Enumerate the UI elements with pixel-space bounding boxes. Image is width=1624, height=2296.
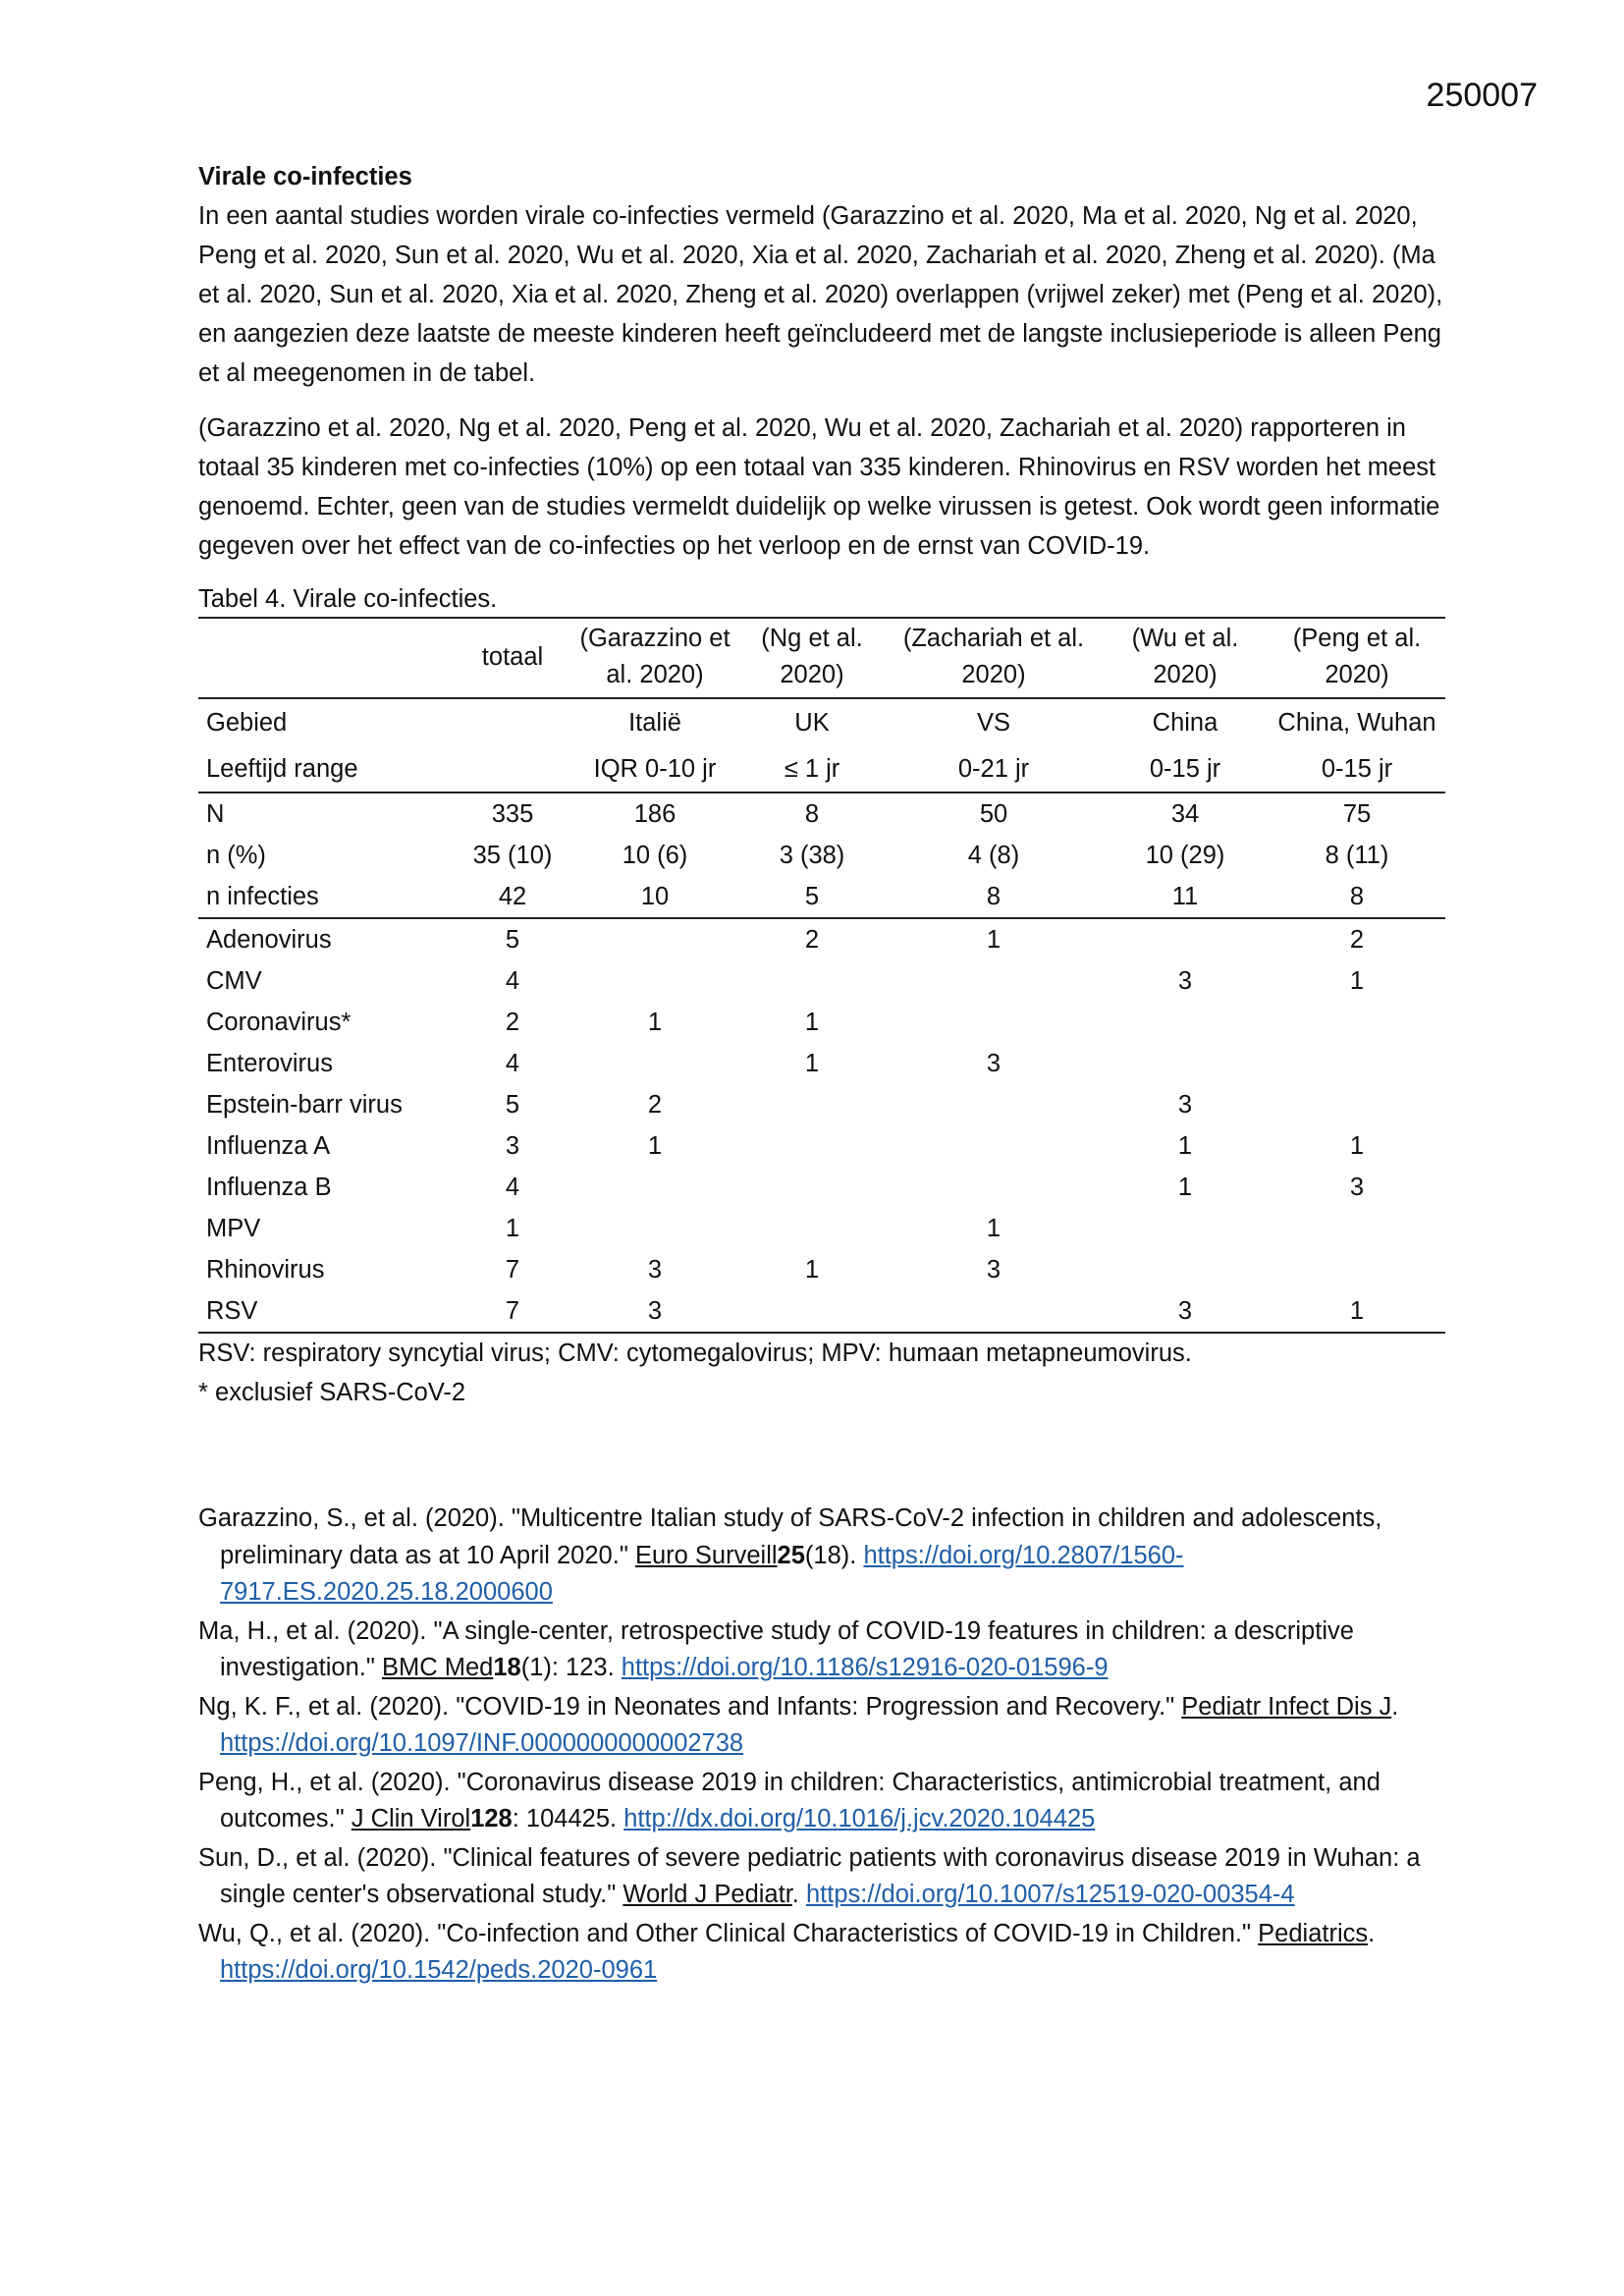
reference-list	[198, 1501, 1445, 1990]
table-cell	[1269, 1208, 1445, 1249]
table-cell	[1102, 1043, 1269, 1084]
table-cell: 1	[986, 1214, 1001, 1242]
table-cell	[886, 1290, 1102, 1333]
reference-issue: : 104425.	[512, 1805, 618, 1832]
table-cell	[1102, 1002, 1269, 1043]
table-cell	[1269, 1002, 1445, 1043]
reference-issue: .	[1391, 1692, 1399, 1721]
table-cell	[1102, 1208, 1269, 1249]
reference-doi-link[interactable]: https://doi.org/10.2807/1560-7917.ES.2020.25.18.2000600	[220, 1541, 1184, 1606]
table-cell: 2	[505, 1008, 520, 1036]
table-header-row	[198, 618, 1445, 698]
table-cell	[1269, 1043, 1445, 1084]
page-number: 250007	[1426, 77, 1538, 114]
table-cell: 8	[1269, 876, 1445, 918]
table-cell: 4	[505, 966, 520, 995]
reference-volume: 25	[777, 1541, 805, 1569]
table-cell	[1269, 1249, 1445, 1290]
reference-issue: (1): 123.	[520, 1654, 615, 1681]
table-row	[198, 1290, 1445, 1333]
table-cell: 1	[804, 1008, 820, 1036]
table-row-gebied	[198, 698, 1445, 745]
table-cell	[1102, 918, 1269, 960]
reference-issue: .	[1368, 1919, 1376, 1947]
table-cell: China, Wuhan	[1277, 709, 1436, 737]
table-cell: VS	[976, 709, 1011, 737]
table-cell: 1	[804, 1255, 820, 1284]
table-cell: 7	[454, 1290, 571, 1333]
table-row	[198, 1084, 1445, 1125]
table-cell: 3	[1349, 1173, 1365, 1201]
table-cell	[1269, 1084, 1445, 1125]
table-cell: 1	[804, 1049, 820, 1077]
table-cell: 3 (38)	[779, 841, 845, 869]
table-cell: 5	[505, 925, 520, 954]
table-cell	[886, 1167, 1102, 1208]
table-cell: 3	[1177, 966, 1193, 995]
table-cell: Leeftijd range	[198, 745, 454, 793]
table-caption: Tabel 4. Virale co-infecties.	[198, 585, 498, 613]
table-cell: RSV	[198, 1290, 454, 1333]
table-cell: IQR 0-10 jr	[571, 745, 738, 793]
reference-doi-link[interactable]: https://doi.org/10.1097/INF.0000000000002738	[220, 1729, 744, 1757]
reference-issue: (18).	[804, 1541, 857, 1569]
reference-journal: BMC Med	[381, 1654, 494, 1681]
table-cell: 3	[647, 1255, 663, 1284]
table-cell: 34	[1170, 799, 1200, 828]
table-cell	[571, 918, 738, 960]
table-row	[198, 918, 1445, 960]
reference-item	[198, 1765, 1445, 1838]
table-cell: Italië	[628, 709, 681, 737]
table-cell: 11	[1102, 876, 1269, 918]
table-cell: (Zachariah et al. 2020)	[886, 618, 1102, 698]
table-cell: 4	[505, 1173, 520, 1201]
table-cell: n infecties	[198, 876, 454, 918]
table-cell: Rhinovirus	[206, 1255, 325, 1284]
table-cell: 0-15 jr	[1102, 745, 1269, 793]
table-cell: (Wu et al. 2020)	[1102, 618, 1269, 698]
table-cell: 8	[886, 876, 1102, 918]
table-cell: 3	[1177, 1090, 1193, 1119]
reference-volume: 128	[470, 1805, 513, 1832]
table-row	[198, 1043, 1445, 1084]
table-cell: (Ng et al. 2020)	[738, 618, 886, 698]
table-cell: 1	[1349, 1131, 1365, 1160]
table-cell: 8	[804, 799, 820, 828]
table-row	[198, 793, 1445, 835]
table-cell: 2	[1349, 925, 1365, 954]
reference-item	[198, 1501, 1445, 1612]
table-row	[198, 1167, 1445, 1208]
reference-issue: .	[791, 1881, 799, 1908]
table-cell	[738, 1125, 886, 1167]
table-row	[198, 1002, 1445, 1043]
table-cell	[571, 960, 738, 1002]
table-cell: 0-15 jr	[1269, 745, 1445, 793]
reference-journal: Pediatr Infect Dis J	[1181, 1692, 1392, 1721]
table-cell	[571, 1167, 738, 1208]
reference-item	[198, 1840, 1445, 1914]
table-cell	[738, 960, 886, 1002]
table-cell: 3	[1102, 1290, 1269, 1333]
table-cell	[738, 1208, 886, 1249]
table-cell: Gebied	[206, 709, 288, 737]
table-cell: Influenza A	[206, 1131, 331, 1160]
table-cell: 1	[647, 1131, 663, 1160]
table-cell: 10	[571, 876, 738, 918]
table-cell: Epstein-barr virus	[206, 1090, 403, 1119]
reference-item	[198, 1689, 1445, 1763]
table-cell: China	[1152, 709, 1218, 737]
reference-doi-link[interactable]: https://doi.org/10.1007/s12519-020-00354-4	[805, 1881, 1295, 1908]
table-cell: (Garazzino et al. 2020)	[571, 618, 738, 698]
table-row	[198, 1125, 1445, 1167]
reference-text: Ng, K. F., et al. (2020). "COVID-19 in Neonates and Infants: Progression and Recovery."	[198, 1692, 1182, 1721]
table-cell: 8 (11)	[1325, 841, 1389, 869]
table-cell	[738, 1167, 886, 1208]
table-cell: 5	[505, 1090, 520, 1119]
paragraph-2: (Garazzino et al. 2020, Ng et al. 2020, Peng et al. 2020, Wu et al. 2020, Zachariah et al. 2020) rapporteren in totaal 35 kinderen met co-infecties (10%) op een totaal van 335 kinderen. Rhinovirus en RSV worden het meest genoemd. Echter, geen van de studies vermeldt duidelijk op welke virussen is getest. Ook wordt geen informatie gegeven over het effect van de co-infecties op het verloop en de ernst van COVID-19.	[198, 414, 1440, 560]
reference-text: Peng, H., et al. (2020). "Coronavirus disease 2019 in children: Characteristics, antimicrobial treatment, and outcomes."	[198, 1768, 1380, 1832]
table-row	[198, 876, 1445, 918]
reference-text: Wu, Q., et al. (2020). "Co-infection and Other Clinical Characteristics of COVID-19 in Children."	[198, 1919, 1259, 1947]
table-cell: 4	[505, 1049, 520, 1077]
reference-journal: J Clin Virol	[351, 1805, 471, 1832]
reference-text: Sun, D., et al. (2020). "Clinical features of severe pediatric patients with coronavirus disease 2019 in Wuhan: a single center's observational study."	[198, 1843, 1421, 1908]
table-cell: 42	[454, 876, 571, 918]
table-cell: UK	[794, 709, 830, 737]
table-row-leeftijd	[198, 745, 1445, 793]
reference-volume: 18	[493, 1654, 521, 1681]
table-footnote-exclusion: * exclusief SARS-CoV-2	[198, 1379, 466, 1406]
table-row	[198, 1249, 1445, 1290]
table-cell: 1	[1269, 1290, 1445, 1333]
table-cell: 3	[571, 1290, 738, 1333]
table-cell	[738, 1290, 886, 1333]
table-cell: totaal	[454, 618, 571, 698]
table-cell	[454, 745, 571, 793]
table-cell: n (%)	[206, 841, 266, 869]
table-cell: Influenza B	[206, 1173, 332, 1201]
table-cell	[454, 698, 571, 745]
table-cell	[571, 1208, 738, 1249]
table-cell: Coronavirus*	[206, 1008, 352, 1036]
table-cell: 5	[738, 876, 886, 918]
table-cell: 50	[979, 799, 1008, 828]
table-cell: 1	[986, 925, 1001, 954]
table-cell: 2	[804, 925, 820, 954]
reference-text: Garazzino, S., et al. (2020). "Multicentre Italian study of SARS-CoV-2 infection in children and adolescents, preliminary data as at 10 April 2020."	[198, 1504, 1382, 1569]
table-footnote-abbreviations: RSV: respiratory syncytial virus; CMV: cytomegalovirus; MPV: humaan metapneumovirus.	[198, 1339, 1192, 1367]
table-cell: 10 (29)	[1145, 841, 1225, 869]
table-cell: Enterovirus	[206, 1049, 333, 1077]
table-cell: 2	[647, 1090, 663, 1119]
reference-doi-link[interactable]: https://doi.org/10.1542/peds.2020-0961	[220, 1956, 658, 1984]
table-cell: 1	[1177, 1173, 1193, 1201]
paragraph-1: In een aantal studies worden virale co-infecties vermeld (Garazzino et al. 2020, Ma et al. 2020, Ng et al. 2020, Peng et al. 2020, Sun et al. 2020, Wu et al. 2020, Xia et al. 2020, Zachariah et al. 2020, Zheng et al. 2020). (Ma et al. 2020, Sun et al. 2020, Xia et al. 2020, Zheng et al. 2020) overlappen (vrijwel zeker) met (Peng et al. 2020), en aangezien deze laatste de meeste kinderen heeft geïncludeerd met de langste inclusieperiode is alleen Peng et al meegenomen in de tabel.	[198, 202, 1443, 387]
table-row	[198, 835, 1445, 876]
table-cell: 35 (10)	[472, 841, 553, 869]
reference-text: Ma, H., et al. (2020). "A single-center, retrospective study of COVID-19 features in children: a descriptive investigation."	[198, 1616, 1354, 1681]
table-cell	[571, 1043, 738, 1084]
table-cell: 1	[1177, 1131, 1193, 1160]
table-cell: (Peng et al. 2020)	[1269, 618, 1445, 698]
table-cell: 3	[505, 1131, 520, 1160]
table-cell: MPV	[206, 1214, 261, 1242]
reference-item	[198, 1613, 1445, 1687]
table-cell	[886, 1002, 1102, 1043]
table-row	[198, 1208, 1445, 1249]
table-cell: 75	[1342, 799, 1372, 828]
table-cell: Adenovirus	[206, 925, 332, 954]
reference-item	[198, 1916, 1445, 1990]
table-cell	[738, 1084, 886, 1125]
table-cell	[886, 1084, 1102, 1125]
table-cell: 1	[647, 1008, 663, 1036]
section-heading: Virale co-infecties	[198, 163, 412, 191]
document-body	[198, 157, 1445, 1992]
table-cell: 335	[491, 799, 534, 828]
reference-journal: Euro Surveill	[634, 1541, 778, 1569]
table-cell: 0-21 jr	[886, 745, 1102, 793]
reference-journal: Pediatrics	[1258, 1919, 1369, 1947]
table-cell: N	[206, 799, 225, 828]
table-row	[198, 960, 1445, 1002]
table-cell	[886, 960, 1102, 1002]
table-cell: 7	[505, 1255, 520, 1284]
table-cell	[886, 1125, 1102, 1167]
reference-doi-link[interactable]: http://dx.doi.org/10.1016/j.jcv.2020.104425	[623, 1805, 1096, 1832]
reference-doi-link[interactable]: https://doi.org/10.1186/s12916-020-01596-9	[621, 1654, 1109, 1681]
table-cell: CMV	[206, 966, 262, 995]
reference-journal: World J Pediatr	[623, 1881, 792, 1908]
table-cell: 3	[986, 1255, 1001, 1284]
co-infection-table	[198, 617, 1445, 1334]
table-cell: 4 (8)	[967, 841, 1020, 869]
table-cell: 10 (6)	[622, 841, 688, 869]
table-cell: 1	[1349, 966, 1365, 995]
table-cell	[1102, 1249, 1269, 1290]
table-cell: 1	[505, 1214, 520, 1242]
table-cell	[198, 618, 454, 698]
table-cell: 3	[986, 1049, 1001, 1077]
table-cell: ≤ 1 jr	[738, 745, 886, 793]
table-cell: 186	[633, 799, 677, 828]
